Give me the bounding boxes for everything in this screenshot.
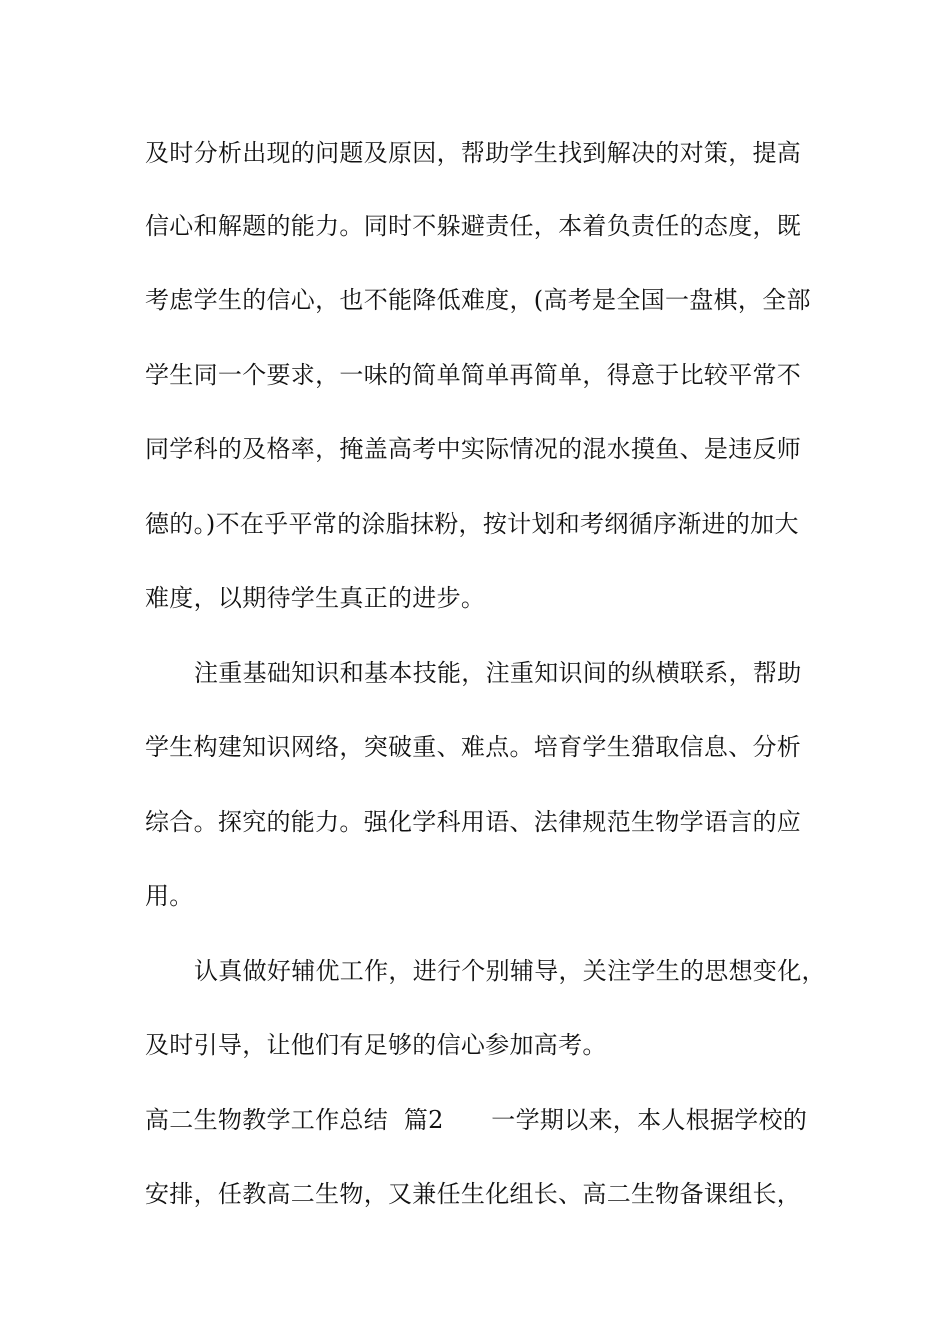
paragraph-line: 信心和解题的能力。同时不躲避责任，本着负责任的态度，既	[145, 212, 802, 240]
paragraph-line: 同学科的及格率，掩盖高考中实际情况的混水摸鱼、是违反师	[145, 435, 802, 463]
paragraph-line: 用。	[145, 882, 194, 910]
paragraph-line: 安排，任教高二生物，又兼任生化组长、高二生物备课组长，	[145, 1180, 802, 1208]
paragraph-line: 难度，以期待学生真正的进步。	[145, 584, 486, 612]
paragraph-line: 考虑学生的信心，也不能降低难度，(高考是全国一盘棋，全部	[145, 286, 811, 314]
paragraph-line: 认真做好辅优工作，进行个别辅导，关注学生的思想变化，	[194, 957, 826, 985]
paragraph-line: 注重基础知识和基本技能，注重知识间的纵横联系，帮助	[194, 659, 802, 687]
paragraph-line: 学生同一个要求，一味的简单简单再简单，得意于比较平常不	[145, 361, 802, 389]
paragraph-line: 学生构建知识网络，突破重、难点。培育学生猎取信息、分析	[145, 733, 802, 761]
paragraph-line: 德的。)不在乎平常的涂脂抹粉，按计划和考纲循序渐进的加大	[145, 510, 799, 538]
paragraph-line: 及时分析出现的问题及原因，帮助学生找到解决的对策，提高	[145, 139, 802, 167]
paragraph-line: 综合。探究的能力。强化学科用语、法律规范生物学语言的应	[145, 808, 802, 836]
paragraph-line: 及时引导，让他们有足够的信心参加高考。	[145, 1031, 607, 1059]
section-heading-line: 高二生物教学工作总结 篇2 一学期以来，本人根据学校的	[145, 1106, 808, 1134]
